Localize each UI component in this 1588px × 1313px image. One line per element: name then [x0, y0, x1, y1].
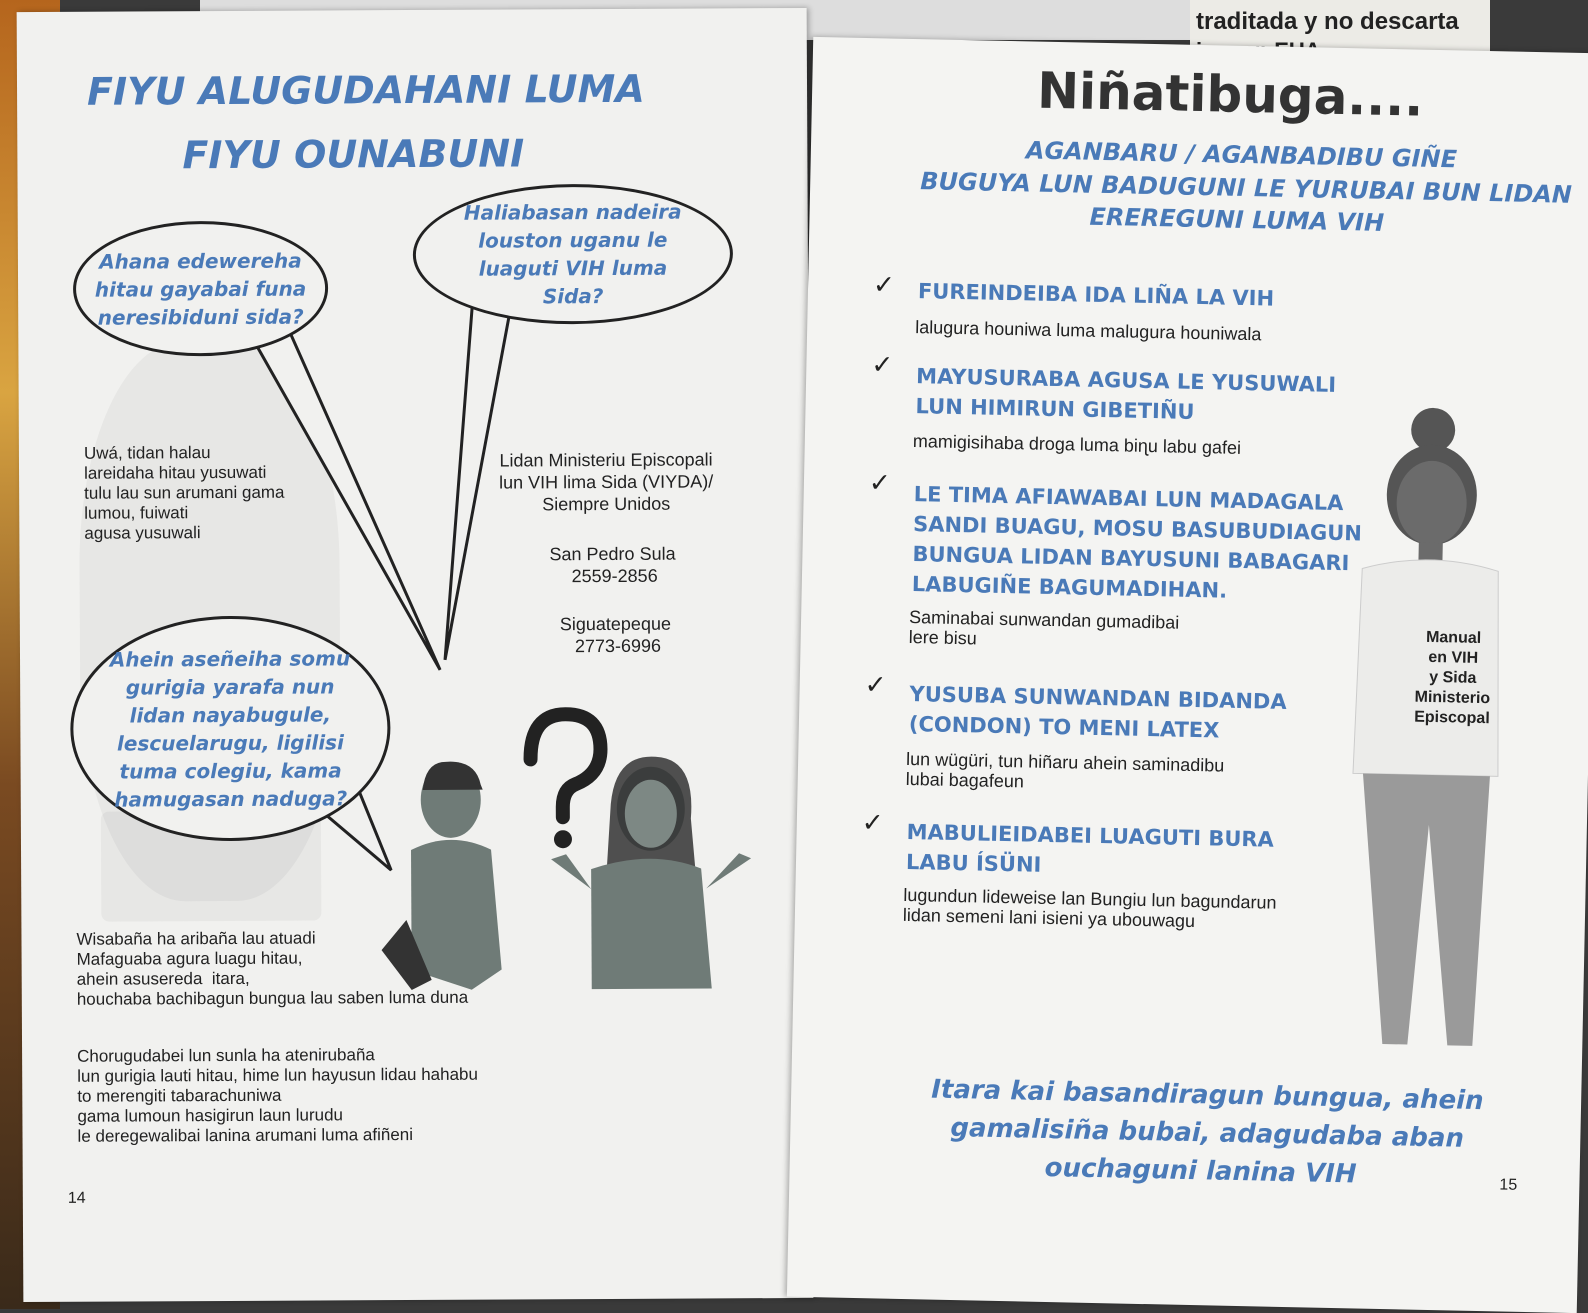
speech-bubble-2: Haliabasan nadeira louston uganu le luaguti VIH luma Sida? [413, 183, 734, 325]
subtitle-line2: BUGUYA LUN BADUGUNI LE YURUBAI BUN LIDAN [919, 167, 1573, 209]
check-icon: ✓ [864, 670, 887, 701]
item-5-text: lugundun lideweise lan Bungiu lun bagundarun lidan semeni lani isieni ya ubouwagu [902, 884, 1277, 932]
paragraph-chorugudabei: Chorugudabei lun sunla ha atenirubaña lun gurigia lauti hitau, hime lun hayusun lidau hahabu to merengiti tabarachuniwa gama lumoun hasigirun laun lurudu le deregewalibai lanina arumani luma afiñeni [77, 1045, 478, 1146]
item-2-text: mamigisihaba droga luma biɳu labu gafei [912, 431, 1242, 458]
paragraph-wisabana: Wisabaña ha aribaña lau atuadi Mafaguaba agura luagu hitau, ahein asusereda itara, houchaba bachibagun bungua lau saben luma duna [76, 928, 469, 1009]
check-icon: ✓ [871, 350, 894, 381]
right-page [787, 37, 1588, 1313]
contact-phone-2: 2773-6996 [574, 635, 662, 657]
left-page [17, 8, 814, 1302]
contact-phone-1: 2559-2856 [571, 565, 658, 587]
item-3-text: Saminabai sunwandan gumadibai lere bisu [908, 607, 1180, 649]
subtitle-line1: AGANBARU / AGANBADIBU GIÑE [1025, 136, 1458, 174]
closing-line1: Itara kai basandiragun bungua, ahein [930, 1074, 1484, 1117]
closing-line3: ouchaguni lanina VIH [1044, 1152, 1357, 1190]
right-title: Niñatibuga.... [1036, 61, 1424, 128]
speech-bubble-3: Ahein aseñeiha somu gurigia yarafa nun lidan nayabugule, lescuelarugu, ligilisi tuma colegiu, kama hamugasan naduga? [70, 615, 391, 842]
subtitle-line3: EREREGUNI LUMA VIH [1089, 202, 1385, 237]
page-number-right: 15 [1499, 1176, 1518, 1194]
item-3-heading: LE TIMA AFIAWABAI LUN MADAGALA SANDI BUAGU, MOSU BASUBUDIAGUN BUNGUA LIDAN BAYUSUNI BABAGARI LABUGIÑE BAGUMADIHAN. [911, 482, 1363, 603]
speech-bubble-1: Ahana edewereha hitau gayabai funa neresibiduni sida? [73, 220, 329, 356]
newspaper-line1: traditada y no descarta [1196, 8, 1459, 35]
page-number-left: 14 [67, 1189, 86, 1207]
contact-organization: Lidan Ministeriu Episcopali lun VIH lima Sida (VIYDA)/ Siempre Unidos [499, 449, 714, 515]
check-icon: ✓ [861, 808, 884, 839]
item-4-heading: YUSUBA SUNWANDAN BIDANDA (CONDON) TO MENI LATEX [908, 682, 1287, 743]
closing-line2: gamalisiña bubai, adagudaba aban [950, 1112, 1465, 1154]
left-title-line2: FIYU OUNABUNI [182, 131, 525, 178]
item-5-heading: MABULIEIDABEI LUAGUTI BURA LABU ÍSÜNI [905, 819, 1275, 877]
check-icon: ✓ [868, 468, 892, 499]
item-4-text: lun wügüri, tun hiñaru ahein saminadibu lubai bagafeun [905, 748, 1225, 792]
item-2-heading: MAYUSURABA AGUSA LE YUSUWALI LUN HIMIRUN GIBETIÑU [915, 364, 1337, 424]
item-1-heading: FUREINDEIBA IDA LIÑA LA VIH [917, 279, 1275, 311]
contact-city-2: Siguatepeque [559, 613, 672, 635]
woman-illustration [1352, 404, 1566, 1068]
contact-city-1: San Pedro Sula [549, 543, 676, 565]
uwa-paragraph: Uwá, tidan halau lareidaha hitau yusuwati tulu lau sun arumani gama lumou, fuiwati agusa yusuwali [83, 443, 285, 543]
check-icon: ✓ [872, 270, 896, 301]
item-1-text: lalugura houniwa luma malugura houniwala [915, 317, 1262, 345]
left-title-line1: FIYU ALUGUDAHANI LUMA [86, 66, 645, 114]
manual-label: Manual en VIH y Sida Ministerio Episcopal [1413, 628, 1491, 728]
